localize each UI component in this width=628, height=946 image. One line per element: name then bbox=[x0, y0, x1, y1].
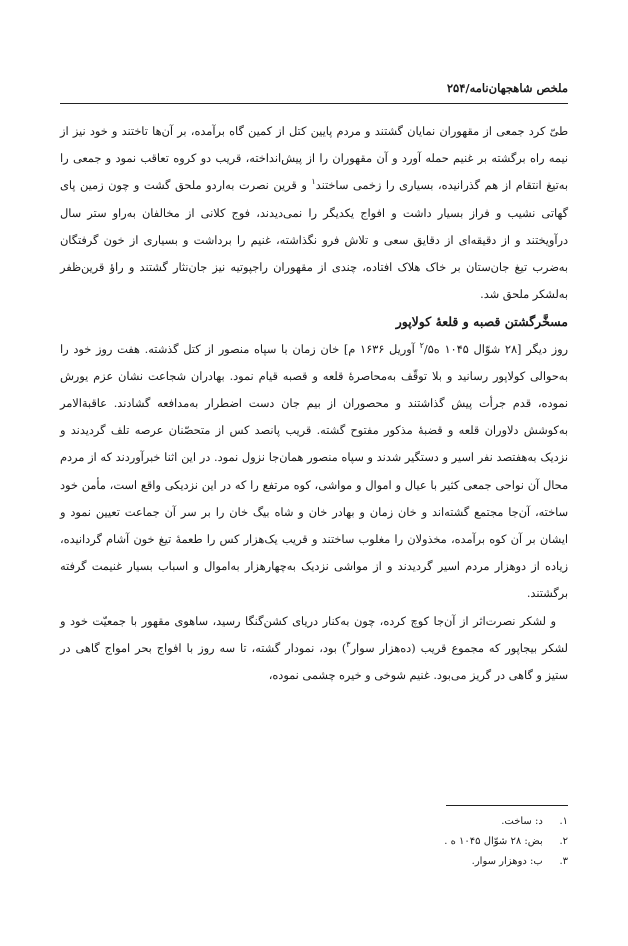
footnote-text: د: ساخت. bbox=[501, 816, 543, 827]
footnote-marker: ۱ bbox=[311, 177, 316, 187]
paragraph-2 bbox=[60, 336, 568, 608]
text-line: و قرین نصرت به‌اردو ملحق گشت و چون زمین پای گهاتی نشیب و فراز بسیار داشت و bbox=[60, 179, 568, 220]
footnote-marker: ۳ bbox=[346, 640, 351, 650]
text-line: به‌چهارهزار به‌اموال و اسباب بسیار غنیمت گرفته برگشتند. bbox=[60, 560, 568, 601]
text-line: دقایق سعی و تلاش فرو نگذاشته، غنیم را برداشت و بسیاری از خون گرفتگان به‌ضرب تیغ bbox=[60, 233, 568, 275]
text-line: جمعی کثیر با عیال و اموال و مواشی، کوه مرتفع را که در این نزدیکی واقع است، مأمن خود bbox=[60, 478, 492, 492]
section-heading: مسخَّرگشتن قصبه و قلعهٔ کولاپور bbox=[395, 314, 568, 330]
paragraph-1 bbox=[60, 118, 568, 308]
text-line: جان‌ستان بر خاک هلاک افتاده، چندی از مقهوران راجپوتیه نیز جان‌نثار گشتند و راؤ قرین‌ظفر bbox=[60, 261, 510, 275]
text-line: طیّ کرد جمعی از مقهوران نمایان گشتند و مردم پایین کتل از کمین گاه برآمده، بر آن‌ها bbox=[152, 125, 568, 138]
text-line: دست اضطرار به‌مدافعه گشادند. عاقبةالامر به‌کوشش دلاوران قلعه و قضبهٔ مذکور مفتوح گشته. bbox=[60, 397, 569, 438]
footnote-marker: ۲ bbox=[419, 340, 424, 350]
text-line: شدند و سپاه منصور همان‌جا نزول نمود. در این اثنا خبرآوردند که از مردم محال آن نواحی bbox=[60, 451, 568, 492]
text-line: طعمهٔ تیغ خون آشام گردانیده، زیاده از دوهزار مردم اسیر گردیدند و از مواشی نزدیک bbox=[60, 533, 569, 574]
footnote-item bbox=[60, 812, 568, 832]
text-line: به‌لشکر ملحق شد. bbox=[480, 288, 568, 302]
running-header bbox=[60, 80, 568, 96]
text-line: افواج یکدیگر را نمی‌دیدند، فوج کلانی از مخالفان به‌راو ستر سال درآویختند و از دقیقه‌ای از bbox=[60, 206, 568, 247]
footnote-text: ب: دوهزار سوار. bbox=[471, 856, 543, 867]
header-rule bbox=[60, 103, 568, 104]
text-line: بهادران شجاعت نشان عزم یورش نموده، قدم جرأت پیش گذاشتند و محصوران از بیم جان bbox=[60, 369, 568, 411]
footnote-item bbox=[60, 852, 568, 872]
footnote-number: ۳. bbox=[559, 856, 568, 867]
text-line: با افواج بحر امواج گاهی در ستیز و گاهی در گریز می‌بود. غنیم شوخی و خیره چشمی نموده، bbox=[60, 641, 568, 683]
footnote-rule bbox=[446, 805, 568, 806]
text-line: تعیین نمود و ایشان بر آن کوه برآمده، مخذولان را مغلوب ساختند و قریب یک‌هزار کس را bbox=[60, 505, 568, 547]
text-line: قریب پانصد کس از متحصّنان عرصه تلف گردیدند و نزدیک به‌هفتصد نفر اسیر و دستگیر bbox=[60, 424, 568, 465]
text-line: تاختند و خود نیز از نیمه راه برگشته بر غنیم حمله آورد و آن مقهوران را از پیش‌انداخته، bbox=[60, 125, 568, 166]
text-line: و لشکر نصرت‌اثر از آن‌جا کوچ کرده، چون به‌کنار دریای کشن‌گنگا رسید، ساهوی مقهور bbox=[141, 614, 556, 628]
main-text bbox=[60, 118, 568, 689]
text-line: با جمعیّت خود و لشکر بیجاپور که مجموع قریب (ده‌هزار سوار bbox=[60, 614, 568, 655]
text-line: ساخته، آن‌جا مجتمع گشته‌اند و خان زمان و بهادر خان و شاه بیگ خان را بر سر آن جماعت bbox=[124, 505, 568, 519]
running-title: ملخص شاهجهان‌نامه/۲۵۴ bbox=[446, 81, 568, 95]
footnote-number: ۱. bbox=[559, 816, 568, 827]
footnote-item bbox=[60, 832, 568, 852]
text-line: قریب دو کروه تعاقب نمود و جمعی را به‌تیغ انتقام از هم گذرانیده، بسیاری را زخمی ساختند bbox=[60, 152, 568, 193]
footnote-text: بض: ۲۸ شوّال ۱۰۴۵ ه . bbox=[444, 836, 543, 847]
footnote-number: ۲. bbox=[559, 836, 568, 847]
text-line: ) بود، نمودار گشته، تا سه روز bbox=[198, 641, 347, 655]
footnotes bbox=[60, 812, 568, 872]
text-line: هفت روز خود را به‌حوالی کولاپور رسانید و بلا توقّف به‌محاصرهٔ قلعه و قصبه قیام نمود. bbox=[60, 342, 569, 383]
text-line: /۵ آوریل ۱۶۳۶ م] خان زمان با سپاه منصور از کتل گذشته. bbox=[144, 342, 434, 356]
text-line: روز دیگر [۲۸ شوّال ۱۰۴۵ ه bbox=[433, 342, 568, 356]
paragraph-3 bbox=[60, 608, 568, 690]
